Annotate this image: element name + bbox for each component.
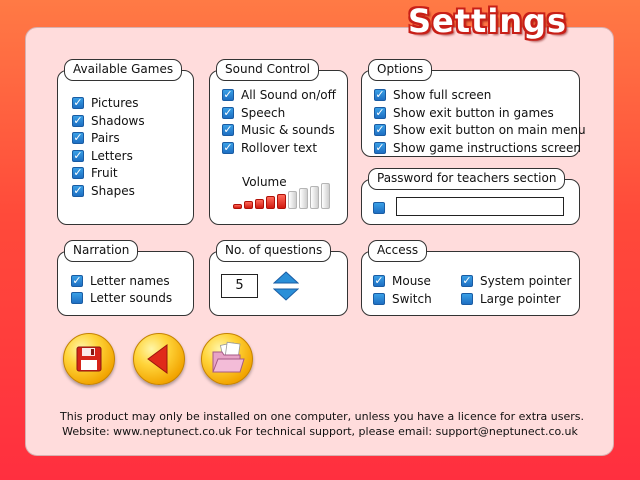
checkbox-label: Letter sounds: [90, 290, 173, 305]
access-option-switch[interactable]: [373, 290, 432, 307]
checkbox[interactable]: [373, 275, 385, 287]
checkbox-label: System pointer: [480, 273, 572, 288]
checkbox[interactable]: [374, 107, 386, 119]
checkbox-label: Switch: [392, 291, 432, 306]
options-legend: Options: [368, 59, 432, 81]
checkbox-label: Mouse: [392, 273, 431, 288]
volume-step[interactable]: [233, 204, 242, 209]
checkbox[interactable]: [374, 142, 386, 154]
back-button[interactable]: [133, 333, 185, 385]
checkbox-label: Pictures: [91, 95, 139, 110]
checkbox-label: Shapes: [91, 183, 135, 198]
questions-stepper[interactable]: [273, 270, 299, 302]
sound-option-speech[interactable]: [222, 104, 285, 121]
available-games-legend: Available Games: [64, 59, 182, 81]
volume-step[interactable]: [299, 188, 308, 209]
access-option-mouse[interactable]: [373, 272, 431, 289]
volume-slider[interactable]: [233, 181, 333, 209]
access-legend: Access: [368, 240, 427, 262]
sound-option-all-sound-on-off[interactable]: [222, 86, 336, 103]
volume-step[interactable]: [321, 183, 330, 209]
checkbox-label: Speech: [241, 105, 286, 120]
checkbox[interactable]: [72, 132, 84, 144]
access-option-system-pointer[interactable]: [461, 272, 571, 289]
checkbox-label: Fruit: [91, 165, 118, 180]
volume-step[interactable]: [288, 191, 297, 209]
volume-step[interactable]: [266, 196, 275, 209]
checkbox-label: Show exit button on main menu: [393, 122, 586, 137]
checkbox[interactable]: [72, 97, 84, 109]
checkbox[interactable]: [374, 89, 386, 101]
checkbox[interactable]: [71, 292, 83, 304]
checkbox[interactable]: [222, 142, 234, 154]
questions-count-field[interactable]: 5: [221, 274, 258, 298]
checkbox-label: Show full screen: [393, 87, 492, 102]
sound-option-music-sounds[interactable]: [222, 121, 335, 138]
checkbox-label: Letter names: [90, 273, 170, 288]
questions-legend: No. of questions: [216, 240, 331, 262]
checkbox[interactable]: [373, 293, 385, 305]
contact-info: Website: www.neptunect.co.uk For technical support, please email: support@neptunect.co.uk: [62, 425, 578, 438]
decrease-arrow-icon: [274, 289, 298, 300]
checkbox[interactable]: [374, 124, 386, 136]
display-option-show-game-instructions-screen[interactable]: [374, 139, 581, 156]
page-title: Settings: [408, 2, 568, 40]
checkbox[interactable]: [72, 185, 84, 197]
checkbox-label: Show game instructions screen: [393, 140, 582, 155]
sound-control-legend: Sound Control: [216, 59, 319, 81]
volume-step[interactable]: [277, 194, 286, 209]
checkbox[interactable]: [461, 275, 473, 287]
open-button[interactable]: [201, 333, 253, 385]
game-option-letters[interactable]: [72, 147, 133, 164]
checkbox-label: Shadows: [91, 113, 145, 128]
password-input[interactable]: [396, 197, 564, 216]
checkbox-label: Pairs: [91, 130, 120, 145]
checkbox-label: All Sound on/off: [241, 87, 336, 102]
checkbox-label: Show exit button in games: [393, 105, 554, 120]
password-legend: Password for teachers section: [368, 168, 565, 190]
checkbox[interactable]: [72, 115, 84, 127]
licence-notice: This product may only be installed on one computer, unless you have a licence for extra users.: [60, 410, 584, 423]
display-option-show-full-screen[interactable]: [374, 86, 491, 103]
checkbox[interactable]: [222, 107, 234, 119]
checkbox[interactable]: [222, 124, 234, 136]
open-folder-icon: [202, 334, 252, 384]
checkbox[interactable]: [222, 89, 234, 101]
increase-arrow-icon: [274, 272, 298, 283]
volume-step[interactable]: [310, 186, 319, 209]
checkbox[interactable]: [461, 293, 473, 305]
volume-label: Volume: [242, 175, 287, 189]
game-option-shapes[interactable]: [72, 182, 135, 199]
checkbox[interactable]: [71, 275, 83, 287]
narration-option-letter-names[interactable]: [71, 272, 170, 289]
checkbox-label: Music & sounds: [241, 122, 335, 137]
password-checkbox[interactable]: [373, 202, 385, 214]
volume-step[interactable]: [244, 201, 253, 209]
checkbox-label: Large pointer: [480, 291, 561, 306]
display-option-show-exit-button-on-main-menu[interactable]: [374, 121, 586, 138]
narration-option-letter-sounds[interactable]: [71, 289, 172, 306]
floppy-disk-icon: [64, 334, 114, 384]
checkbox[interactable]: [72, 167, 84, 179]
save-button[interactable]: [63, 333, 115, 385]
checkbox[interactable]: [72, 150, 84, 162]
narration-legend: Narration: [64, 240, 138, 262]
display-option-show-exit-button-in-games[interactable]: [374, 104, 554, 121]
volume-step[interactable]: [255, 199, 264, 209]
checkbox-label: Rollover text: [241, 140, 318, 155]
access-option-large-pointer[interactable]: [461, 290, 561, 307]
sound-option-rollover-text[interactable]: [222, 139, 317, 156]
checkbox-label: Letters: [91, 148, 133, 163]
left-arrow-icon: [134, 334, 184, 384]
game-option-shadows[interactable]: [72, 112, 145, 129]
game-option-pictures[interactable]: [72, 94, 139, 111]
game-option-pairs[interactable]: [72, 129, 120, 146]
game-option-fruit[interactable]: [72, 164, 118, 181]
